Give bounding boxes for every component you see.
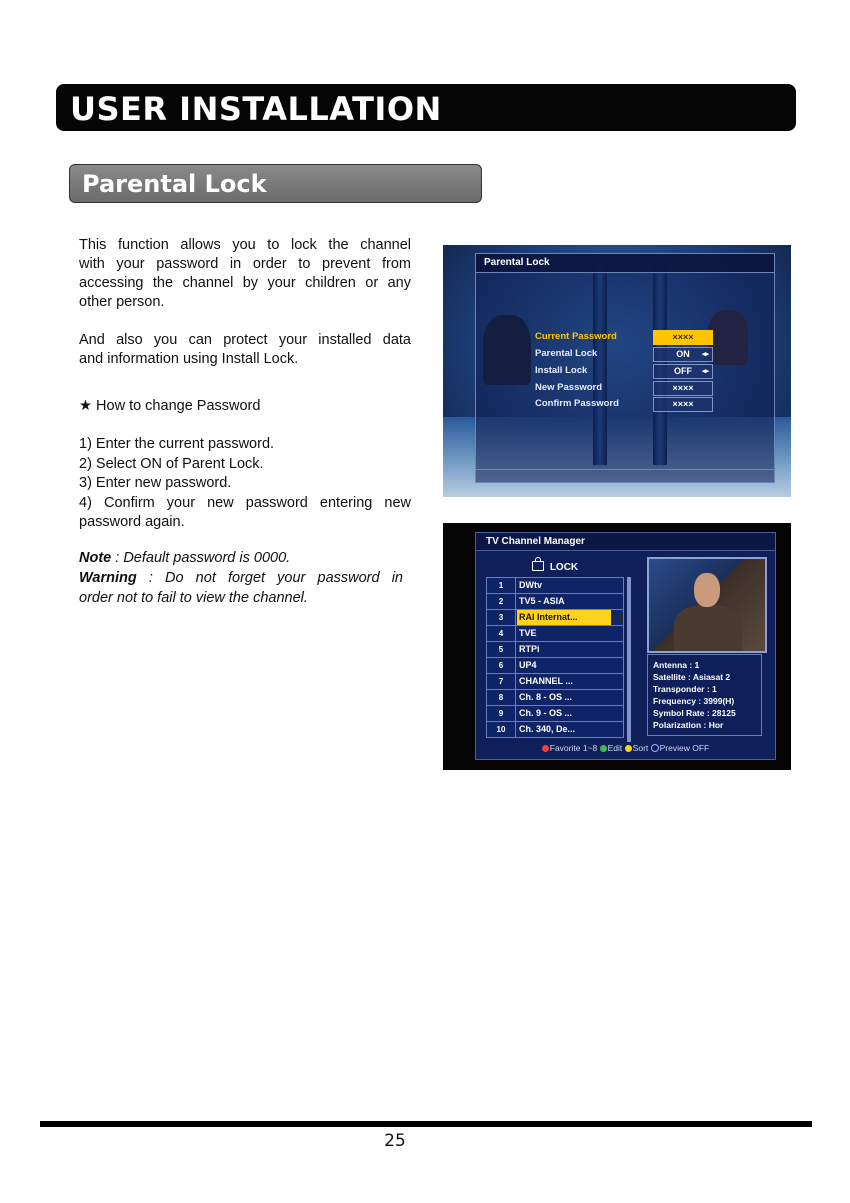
menu-title-bar	[476, 254, 774, 273]
channel-preview-window	[647, 557, 767, 653]
section-bar	[69, 164, 482, 203]
channel-name: Ch. 340, De...	[519, 724, 576, 734]
channel-name: RAI Internat...	[517, 610, 611, 625]
info-polarization: Polarization : Hor	[653, 720, 724, 730]
note-label: Note	[79, 550, 112, 566]
channel-row[interactable]	[486, 706, 624, 722]
channel-row[interactable]	[486, 674, 624, 690]
parental-lock-toggle[interactable]	[653, 347, 713, 362]
channel-number: 6	[487, 658, 516, 673]
howto-heading: ★ How to change Password	[79, 398, 261, 414]
install-lock-value: OFF	[674, 366, 692, 376]
channel-row[interactable]	[486, 658, 624, 674]
notes-block	[79, 548, 403, 608]
channel-number: 5	[487, 642, 516, 657]
step-item: 3) Enter new password.	[79, 475, 232, 491]
section-title: Parental Lock	[82, 170, 267, 198]
channel-row[interactable]	[486, 690, 624, 706]
sort-legend: Sort	[632, 743, 649, 753]
channel-list-scrollbar[interactable]	[627, 577, 631, 742]
parental-lock-label[interactable]: Parental Lock	[535, 348, 598, 359]
info-antenna: Antenna : 1	[653, 660, 700, 670]
info-frequency: Frequency : 3999(H)	[653, 696, 735, 706]
green-key-icon	[600, 745, 607, 752]
current-password-label[interactable]: Current Password	[535, 331, 617, 342]
yellow-key-icon	[625, 745, 632, 752]
warning-label: Warning	[79, 570, 137, 586]
channel-number: 1	[487, 578, 516, 593]
intro-line: This function allows you to lock the channel	[79, 237, 411, 253]
lock-icon	[532, 561, 544, 571]
footer-rule	[40, 1121, 812, 1127]
new-password-label[interactable]: New Password	[535, 382, 603, 393]
parental-lock-screenshot	[443, 245, 791, 497]
warning-line	[79, 568, 403, 588]
lock-header	[486, 559, 624, 576]
install-lock-label[interactable]: Install Lock	[535, 365, 588, 376]
preview-figure-face	[694, 573, 720, 607]
preview-figure-body	[674, 605, 742, 653]
left-right-arrows-icon: ◂▸	[701, 368, 709, 375]
warning-text: : Do not forget your password in	[136, 570, 403, 586]
channel-row-selected[interactable]	[486, 610, 624, 626]
menu-title: Parental Lock	[484, 257, 550, 268]
install-line: and information using Install Lock.	[79, 351, 299, 367]
steps-list	[79, 435, 411, 533]
edit-legend: Edit	[607, 743, 623, 753]
transponder-info	[647, 654, 762, 736]
channel-manager-screenshot	[443, 523, 791, 770]
lock-header-label: LOCK	[549, 562, 579, 573]
step-item: 2) Select ON of Parent Lock.	[79, 455, 264, 472]
channel-manager-panel	[475, 532, 776, 760]
channel-name: Ch. 8 - OS ...	[519, 692, 573, 702]
intro-line: accessing the channel by your children or any	[79, 275, 411, 291]
channel-number: 8	[487, 690, 516, 705]
channel-number: 2	[487, 594, 516, 609]
install-lock-toggle[interactable]	[653, 364, 713, 379]
channel-row[interactable]	[486, 722, 624, 738]
confirm-password-label[interactable]: Confirm Password	[535, 398, 619, 409]
parental-lock-value: ON	[676, 349, 690, 359]
page-number: 25	[384, 1131, 406, 1151]
channel-row[interactable]	[486, 642, 624, 658]
new-password-field[interactable]: ××××	[653, 381, 713, 396]
install-line: And also you can protect your installed data	[79, 332, 411, 348]
blue-key-icon	[651, 744, 659, 752]
channel-row[interactable]	[486, 626, 624, 642]
warning-line-2: order not to fail to view the channel.	[79, 590, 308, 606]
favorite-legend: Favorite 1~8	[549, 743, 598, 753]
install-lock-paragraph	[79, 331, 411, 369]
note-line	[79, 548, 403, 568]
channel-row[interactable]	[486, 594, 624, 610]
menu-bottom-divider	[476, 469, 774, 470]
intro-line: other person.	[79, 294, 165, 310]
current-password-field[interactable]: ××××	[653, 330, 713, 345]
info-satellite: Satellite : Asiasat 2	[653, 672, 731, 682]
step-item: password again.	[79, 514, 185, 530]
channel-number: 7	[487, 674, 516, 689]
channel-name: RTPi	[519, 644, 540, 654]
channel-list	[486, 577, 624, 738]
info-symbol-rate: Symbol Rate : 28125	[653, 708, 736, 718]
red-key-icon	[542, 745, 549, 752]
parental-lock-menu	[475, 253, 775, 483]
locked-icon	[611, 613, 621, 622]
key-legend	[476, 743, 775, 753]
channel-number: 4	[487, 626, 516, 641]
channel-row[interactable]	[486, 577, 624, 594]
channel-name: TV5 - ASIA	[519, 596, 565, 606]
panel-title: TV Channel Manager	[486, 536, 585, 547]
info-transponder: Transponder : 1	[653, 684, 717, 694]
channel-number: 9	[487, 706, 516, 721]
intro-line: with your password in order to prevent from	[79, 256, 411, 272]
page-title: USER INSTALLATION	[70, 90, 442, 128]
step-item: 1) Enter the current password.	[79, 436, 275, 452]
step-item: 4) Confirm your new password entering new	[79, 494, 411, 511]
intro-paragraph	[79, 236, 411, 312]
channel-name: TVE	[519, 628, 537, 638]
channel-name: Ch. 9 - OS ...	[519, 708, 573, 718]
panel-title-bar	[476, 533, 775, 551]
channel-name: DWtv	[519, 580, 542, 590]
header-bar	[56, 84, 796, 131]
left-right-arrows-icon: ◂▸	[701, 351, 709, 358]
channel-number: 10	[487, 722, 516, 737]
channel-name: UP4	[519, 660, 537, 670]
note-text: : Default password is 0000.	[111, 550, 291, 566]
preview-legend: Preview OFF	[659, 743, 710, 753]
channel-number: 3	[487, 610, 516, 625]
channel-name: CHANNEL ...	[519, 676, 573, 686]
confirm-password-field[interactable]: ××××	[653, 397, 713, 412]
